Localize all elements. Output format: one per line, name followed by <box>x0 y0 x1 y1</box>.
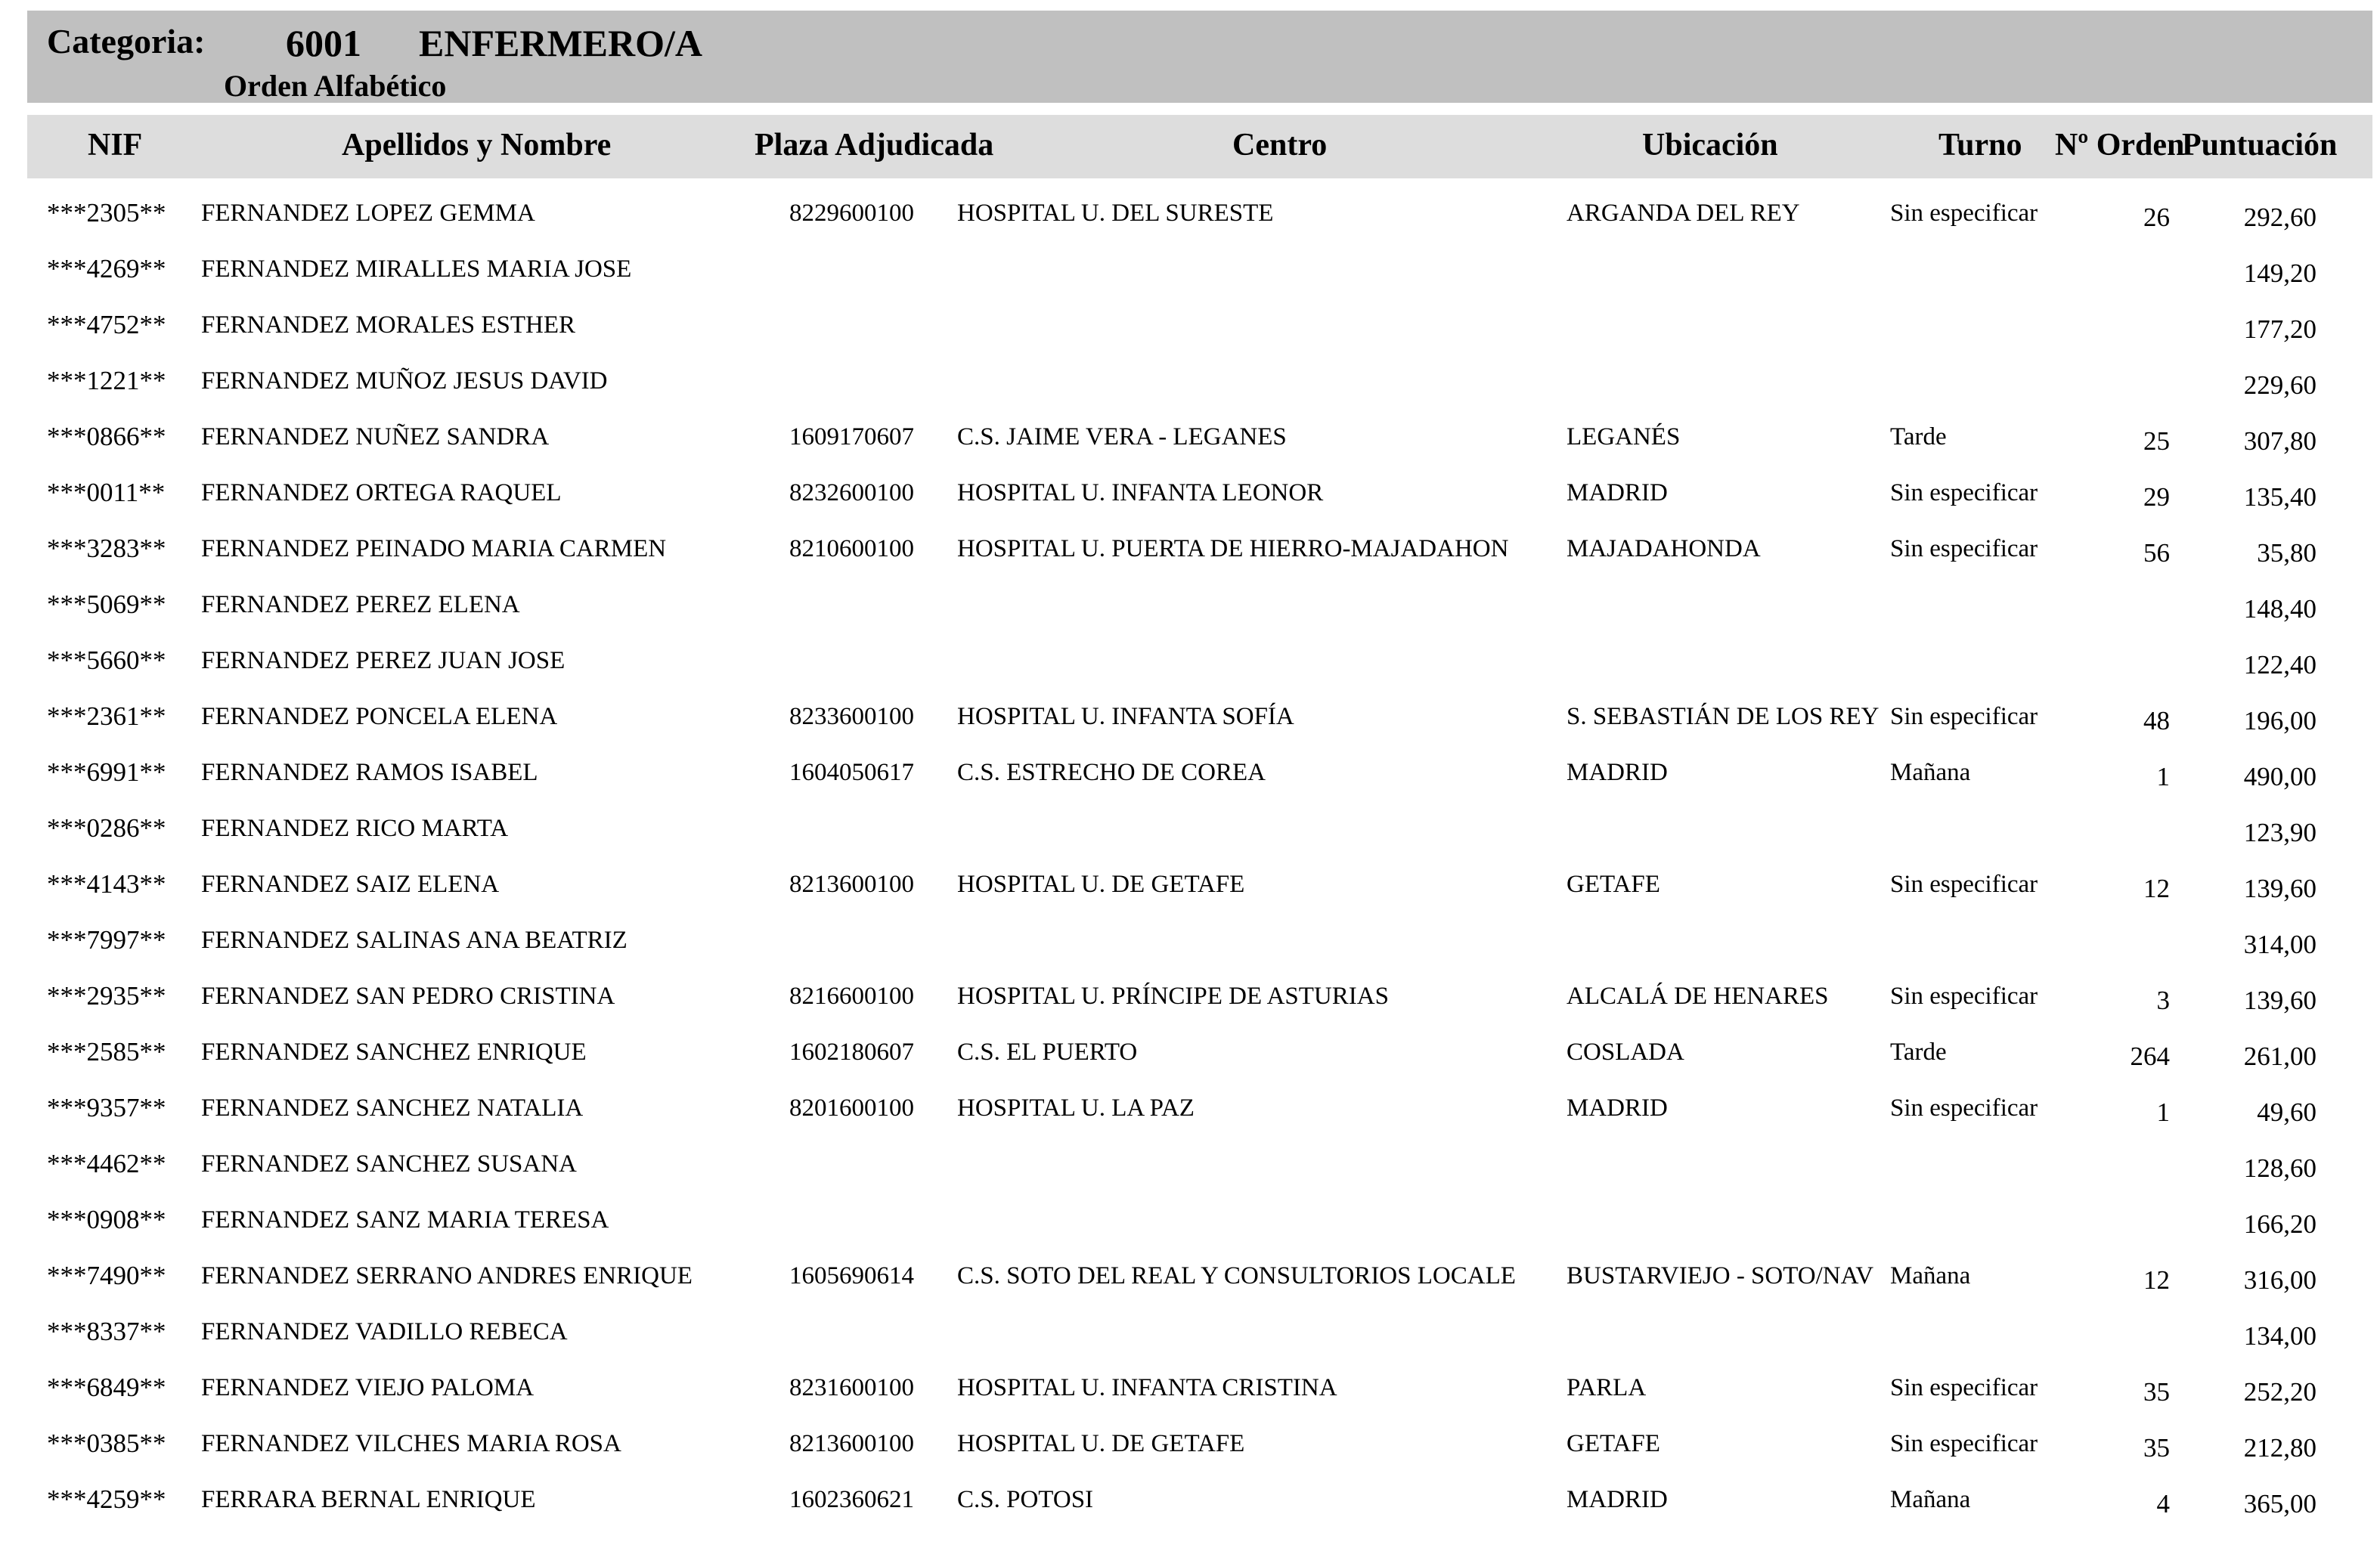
cell-turno: Mañana <box>1890 1262 1971 1289</box>
cell-nif: ***0286** <box>47 813 166 843</box>
cell-turno: Mañana <box>1890 759 1971 786</box>
cell-plaza: 1609170607 <box>789 423 914 450</box>
cell-ubicacion: PARLA <box>1567 1374 1647 1401</box>
category-code: 6001 <box>286 22 361 64</box>
cell-ubicacion: GETAFE <box>1567 871 1660 898</box>
column-header-nombre: Apellidos y Nombre <box>342 128 612 163</box>
cell-nombre: FERNANDEZ SANCHEZ NATALIA <box>201 1094 584 1122</box>
cell-centro: HOSPITAL U. LA PAZ <box>957 1094 1195 1122</box>
table-row <box>0 1471 2380 1527</box>
cell-nif: ***8337** <box>47 1317 166 1346</box>
cell-turno: Sin especificar <box>1890 703 2038 730</box>
cell-orden: 1 <box>2156 1097 2170 1127</box>
cell-puntuacion: 134,00 <box>2243 1321 2316 1351</box>
cell-plaza: 8229600100 <box>789 200 914 227</box>
cell-centro: HOSPITAL U. DE GETAFE <box>957 1430 1245 1457</box>
cell-nombre: FERNANDEZ NUÑEZ SANDRA <box>201 423 550 450</box>
cell-ubicacion: COSLADA <box>1567 1039 1684 1066</box>
cell-puntuacion: 365,00 <box>2243 1489 2316 1518</box>
cell-nif: ***0385** <box>47 1429 166 1458</box>
table-row <box>0 408 2380 464</box>
cell-orden: 56 <box>2143 538 2170 568</box>
cell-plaza: 8231600100 <box>789 1374 914 1401</box>
cell-puntuacion: 196,00 <box>2243 706 2316 735</box>
cell-orden: 12 <box>2143 1265 2170 1295</box>
cell-nif: ***4269** <box>47 254 166 283</box>
cell-plaza: 8216600100 <box>789 983 914 1010</box>
table-row <box>0 184 2380 240</box>
cell-puntuacion: 166,20 <box>2243 1209 2316 1239</box>
column-header-orden: Nº Orden <box>2055 128 2185 163</box>
table-row <box>0 967 2380 1023</box>
cell-nif: ***6991** <box>47 757 166 787</box>
cell-puntuacion: 123,90 <box>2243 818 2316 847</box>
cell-nombre: FERNANDEZ RICO MARTA <box>201 815 509 842</box>
cell-nif: ***2935** <box>47 981 166 1011</box>
cell-nombre: FERNANDEZ PONCELA ELENA <box>201 703 558 730</box>
cell-puntuacion: 49,60 <box>2257 1097 2316 1127</box>
cell-ubicacion: S. SEBASTIÁN DE LOS REY <box>1567 703 1880 730</box>
column-header-turno: Turno <box>1938 128 2022 163</box>
category-label: Categoria: <box>47 22 206 60</box>
cell-plaza: 8233600100 <box>789 703 914 730</box>
cell-plaza: 1602360621 <box>789 1486 914 1513</box>
table-row <box>0 1079 2380 1135</box>
cell-centro: HOSPITAL U. PUERTA DE HIERRO-MAJADAHON <box>957 535 1509 562</box>
table-row <box>0 1135 2380 1191</box>
cell-puntuacion: 128,60 <box>2243 1153 2316 1183</box>
cell-nombre: FERNANDEZ SANCHEZ SUSANA <box>201 1150 577 1178</box>
cell-plaza: 1604050617 <box>789 759 914 786</box>
cell-puntuacion: 212,80 <box>2243 1433 2316 1463</box>
cell-turno: Sin especificar <box>1890 871 2038 898</box>
cell-nif: ***4143** <box>47 869 166 899</box>
cell-nombre: FERNANDEZ SANZ MARIA TERESA <box>201 1206 609 1234</box>
cell-centro: C.S. POTOSI <box>957 1486 1094 1513</box>
table-row <box>0 1023 2380 1079</box>
cell-nombre: FERNANDEZ PEREZ JUAN JOSE <box>201 647 566 674</box>
cell-orden: 35 <box>2143 1433 2170 1463</box>
cell-orden: 3 <box>2156 986 2170 1015</box>
cell-plaza: 8210600100 <box>789 535 914 562</box>
cell-orden: 25 <box>2143 426 2170 456</box>
cell-ubicacion: BUSTARVIEJO - SOTO/NAV <box>1567 1262 1874 1289</box>
cell-nombre: FERNANDEZ VIEJO PALOMA <box>201 1374 535 1401</box>
table-row <box>0 688 2380 744</box>
column-header-ubicacion: Ubicación <box>1642 128 1778 163</box>
cell-nombre: FERRARA BERNAL ENRIQUE <box>201 1486 536 1513</box>
cell-nombre: FERNANDEZ MORALES ESTHER <box>201 311 576 339</box>
sort-order-label: Orden Alfabético <box>224 69 447 103</box>
cell-nif: ***1221** <box>47 366 166 395</box>
table-row <box>0 1303 2380 1359</box>
cell-nif: ***7490** <box>47 1261 166 1290</box>
cell-ubicacion: MAJADAHONDA <box>1567 535 1761 562</box>
cell-turno: Sin especificar <box>1890 983 2038 1010</box>
cell-nombre: FERNANDEZ ORTEGA RAQUEL <box>201 479 562 506</box>
cell-plaza: 1605690614 <box>789 1262 914 1289</box>
cell-nif: ***0908** <box>47 1205 166 1234</box>
cell-puntuacion: 490,00 <box>2243 762 2316 791</box>
table-row <box>0 856 2380 912</box>
cell-nif: ***2361** <box>47 701 166 731</box>
cell-turno: Sin especificar <box>1890 1094 2038 1122</box>
cell-centro: HOSPITAL U. INFANTA CRISTINA <box>957 1374 1337 1401</box>
cell-centro: C.S. JAIME VERA - LEGANES <box>957 423 1287 450</box>
column-header-centro: Centro <box>1232 128 1328 163</box>
cell-nombre: FERNANDEZ LOPEZ GEMMA <box>201 200 535 227</box>
cell-nif: ***2585** <box>47 1037 166 1067</box>
cell-centro: HOSPITAL U. DEL SURESTE <box>957 200 1274 227</box>
cell-centro: HOSPITAL U. INFANTA SOFÍA <box>957 703 1294 730</box>
cell-orden: 48 <box>2143 706 2170 735</box>
cell-nombre: FERNANDEZ SANCHEZ ENRIQUE <box>201 1039 587 1066</box>
cell-puntuacion: 135,40 <box>2243 482 2316 512</box>
cell-orden: 4 <box>2156 1489 2170 1518</box>
cell-centro: C.S. SOTO DEL REAL Y CONSULTORIOS LOCALE <box>957 1262 1516 1289</box>
cell-nif: ***4462** <box>47 1149 166 1178</box>
table-row <box>0 1415 2380 1471</box>
cell-nif: ***0866** <box>47 422 166 451</box>
cell-ubicacion: MADRID <box>1567 479 1668 506</box>
column-header-plaza: Plaza Adjudicada <box>755 128 994 163</box>
cell-nombre: FERNANDEZ PEREZ ELENA <box>201 591 520 618</box>
cell-puntuacion: 177,20 <box>2243 314 2316 344</box>
cell-puntuacion: 139,60 <box>2243 874 2316 903</box>
cell-ubicacion: MADRID <box>1567 1094 1668 1122</box>
cell-ubicacion: LEGANÉS <box>1567 423 1681 450</box>
cell-ubicacion: ALCALÁ DE HENARES <box>1567 983 1829 1010</box>
cell-puntuacion: 314,00 <box>2243 930 2316 959</box>
cell-turno: Sin especificar <box>1890 1374 2038 1401</box>
cell-nif: ***4259** <box>47 1484 166 1514</box>
cell-turno: Sin especificar <box>1890 200 2038 227</box>
cell-nif: ***6849** <box>47 1373 166 1402</box>
table-header <box>27 115 2372 178</box>
cell-nif: ***7997** <box>47 925 166 955</box>
cell-centro: HOSPITAL U. DE GETAFE <box>957 871 1245 898</box>
table-row <box>0 1247 2380 1303</box>
cell-nif: ***4752** <box>47 310 166 339</box>
cell-turno: Sin especificar <box>1890 535 2038 562</box>
table-row <box>0 576 2380 632</box>
cell-nombre: FERNANDEZ VADILLO REBECA <box>201 1318 568 1345</box>
cell-puntuacion: 149,20 <box>2243 258 2316 288</box>
cell-nombre: FERNANDEZ RAMOS ISABEL <box>201 759 538 786</box>
cell-plaza: 8232600100 <box>789 479 914 506</box>
table-row <box>0 352 2380 408</box>
cell-orden: 29 <box>2143 482 2170 512</box>
cell-puntuacion: 229,60 <box>2243 370 2316 400</box>
cell-turno: Tarde <box>1890 1039 1947 1066</box>
cell-turno: Sin especificar <box>1890 1430 2038 1457</box>
cell-ubicacion: GETAFE <box>1567 1430 1660 1457</box>
table-row <box>0 240 2380 296</box>
cell-centro: C.S. ESTRECHO DE COREA <box>957 759 1266 786</box>
cell-puntuacion: 148,40 <box>2243 594 2316 624</box>
cell-orden: 264 <box>2130 1042 2170 1071</box>
cell-nif: ***3283** <box>47 534 166 563</box>
cell-puntuacion: 261,00 <box>2243 1042 2316 1071</box>
column-header-nif: NIF <box>88 128 143 163</box>
cell-turno: Mañana <box>1890 1486 1971 1513</box>
table-row <box>0 1191 2380 1247</box>
cell-plaza: 8201600100 <box>789 1094 914 1122</box>
table-row <box>0 464 2380 520</box>
cell-nombre: FERNANDEZ PEINADO MARIA CARMEN <box>201 535 667 562</box>
cell-orden: 35 <box>2143 1377 2170 1407</box>
cell-ubicacion: ARGANDA DEL REY <box>1567 200 1800 227</box>
cell-nif: ***5069** <box>47 590 166 619</box>
cell-plaza: 1602180607 <box>789 1039 914 1066</box>
cell-turno: Tarde <box>1890 423 1947 450</box>
table-body <box>0 184 2380 1527</box>
cell-nif: ***2305** <box>47 198 166 228</box>
cell-puntuacion: 292,60 <box>2243 203 2316 232</box>
table-row <box>0 632 2380 688</box>
cell-orden: 26 <box>2143 203 2170 232</box>
cell-nombre: FERNANDEZ SALINAS ANA BEATRIZ <box>201 927 628 954</box>
cell-puntuacion: 252,20 <box>2243 1377 2316 1407</box>
cell-puntuacion: 35,80 <box>2257 538 2316 568</box>
table-row <box>0 912 2380 967</box>
cell-nombre: FERNANDEZ SERRANO ANDRES ENRIQUE <box>201 1262 693 1289</box>
category-header <box>27 11 2372 103</box>
cell-nombre: FERNANDEZ SAN PEDRO CRISTINA <box>201 983 615 1010</box>
cell-orden: 12 <box>2143 874 2170 903</box>
cell-puntuacion: 307,80 <box>2243 426 2316 456</box>
cell-centro: HOSPITAL U. PRÍNCIPE DE ASTURIAS <box>957 983 1389 1010</box>
cell-puntuacion: 122,40 <box>2243 650 2316 680</box>
cell-centro: HOSPITAL U. INFANTA LEONOR <box>957 479 1324 506</box>
cell-ubicacion: MADRID <box>1567 759 1668 786</box>
cell-puntuacion: 139,60 <box>2243 986 2316 1015</box>
cell-nombre: FERNANDEZ SAIZ ELENA <box>201 871 500 898</box>
cell-nif: ***0011** <box>47 478 166 507</box>
cell-nombre: FERNANDEZ VILCHES MARIA ROSA <box>201 1430 621 1457</box>
cell-centro: C.S. EL PUERTO <box>957 1039 1138 1066</box>
table-row <box>0 520 2380 576</box>
cell-nombre: FERNANDEZ MUÑOZ JESUS DAVID <box>201 367 608 395</box>
cell-plaza: 8213600100 <box>789 871 914 898</box>
table-row <box>0 800 2380 856</box>
cell-turno: Sin especificar <box>1890 479 2038 506</box>
cell-ubicacion: MADRID <box>1567 1486 1668 1513</box>
cell-plaza: 8213600100 <box>789 1430 914 1457</box>
cell-nif: ***5660** <box>47 645 166 675</box>
cell-orden: 1 <box>2156 762 2170 791</box>
table-row <box>0 744 2380 800</box>
table-row <box>0 296 2380 352</box>
cell-nif: ***9357** <box>47 1093 166 1122</box>
table-row <box>0 1359 2380 1415</box>
column-header-puntuacion: Puntuación <box>2182 128 2338 163</box>
cell-nombre: FERNANDEZ MIRALLES MARIA JOSE <box>201 255 632 283</box>
category-name: ENFERMERO/A <box>419 22 702 64</box>
cell-puntuacion: 316,00 <box>2243 1265 2316 1295</box>
